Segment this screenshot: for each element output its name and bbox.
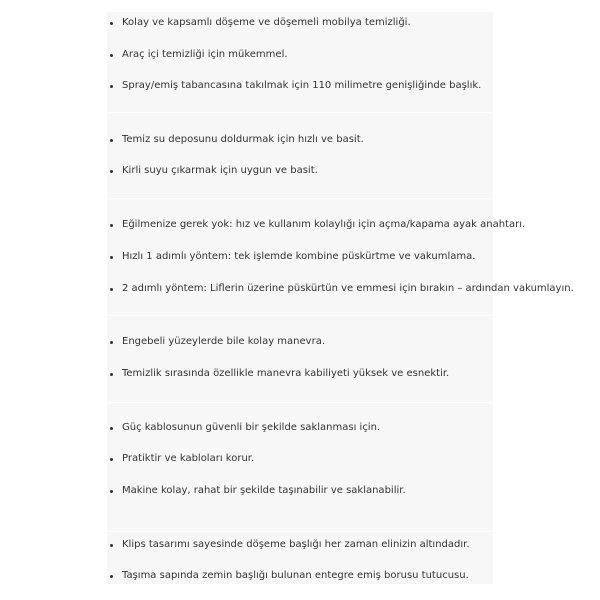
feature-item [107,280,574,298]
feature-item [107,536,493,554]
feature-text: Klips tasarımı sayesinde döşeme başlığı her zaman elinizin altındadır. [122,539,470,550]
feature-text: Makine kolay, rahat bir şekilde taşınabilir ve saklanabilir. [122,485,406,496]
feature-item [107,419,493,437]
feature-item [107,450,493,468]
feature-text: Spray/emiş tabancasına takılmak için 110 milimetre genişliğinde başlık. [122,80,482,91]
bullet-icon [110,54,113,57]
bullet-icon [110,490,113,493]
feature-text: Hızlı 1 adımlı yöntem: tek işlemde kombine püskürtme ve vakumlama. [122,251,476,262]
feature-item [107,333,493,351]
feature-item [107,131,493,149]
feature-item [107,248,493,266]
bullet-icon [110,224,113,227]
feature-text: Kirli suyu çıkarmak için uygun ve basit. [122,165,318,176]
bullet-icon [110,256,113,259]
feature-text: Temiz su deposunu doldurmak için hızlı ve basit. [122,134,364,145]
feature-item [107,46,493,64]
feature-item [107,216,526,234]
feature-text: Eğilmenize gerek yok: hız ve kullanım kolaylığı için açma/kapama ayak anahtarı. [122,219,526,230]
group-divider [107,315,493,316]
feature-item [107,14,493,32]
feature-text: Kolay ve kapsamlı döşeme ve döşemeli mobilya temizliği. [122,17,411,28]
bullet-icon [110,427,113,430]
bullet-icon [110,544,113,547]
feature-text: Güç kablosunun güvenli bir şekilde saklanması için. [122,422,381,433]
feature-item [107,567,493,585]
feature-text: Engebeli yüzeylerde bile kolay manevra. [122,336,325,347]
bullet-icon [110,575,113,578]
feature-item [107,77,493,95]
bullet-icon [110,85,113,88]
feature-item [107,162,493,180]
feature-item [107,365,493,383]
bullet-icon [110,170,113,173]
group-divider [107,112,493,113]
group-divider [107,198,493,199]
bullet-icon [110,288,113,291]
bullet-icon [110,458,113,461]
bullet-icon [110,341,113,344]
feature-list-panel [107,12,574,584]
feature-item [107,482,493,500]
group-divider [107,531,493,532]
feature-text: Araç içi temizliği için mükemmel. [122,49,288,60]
feature-text: Taşıma sapında zemin başlığı bulunan entegre emiş borusu tutucusu. [122,570,469,581]
feature-text: Pratiktir ve kabloları korur. [122,453,255,464]
bullet-icon [110,373,113,376]
feature-text: 2 adımlı yöntem: Liflerin üzerine püskürtün ve emmesi için bırakın – ardından vakumlayın. [122,283,574,294]
group-divider [107,402,493,403]
feature-text: Temizlik sırasında özellikle manevra kabiliyeti yüksek ve esnektir. [122,368,450,379]
bullet-icon [110,139,113,142]
bullet-icon [110,22,113,25]
